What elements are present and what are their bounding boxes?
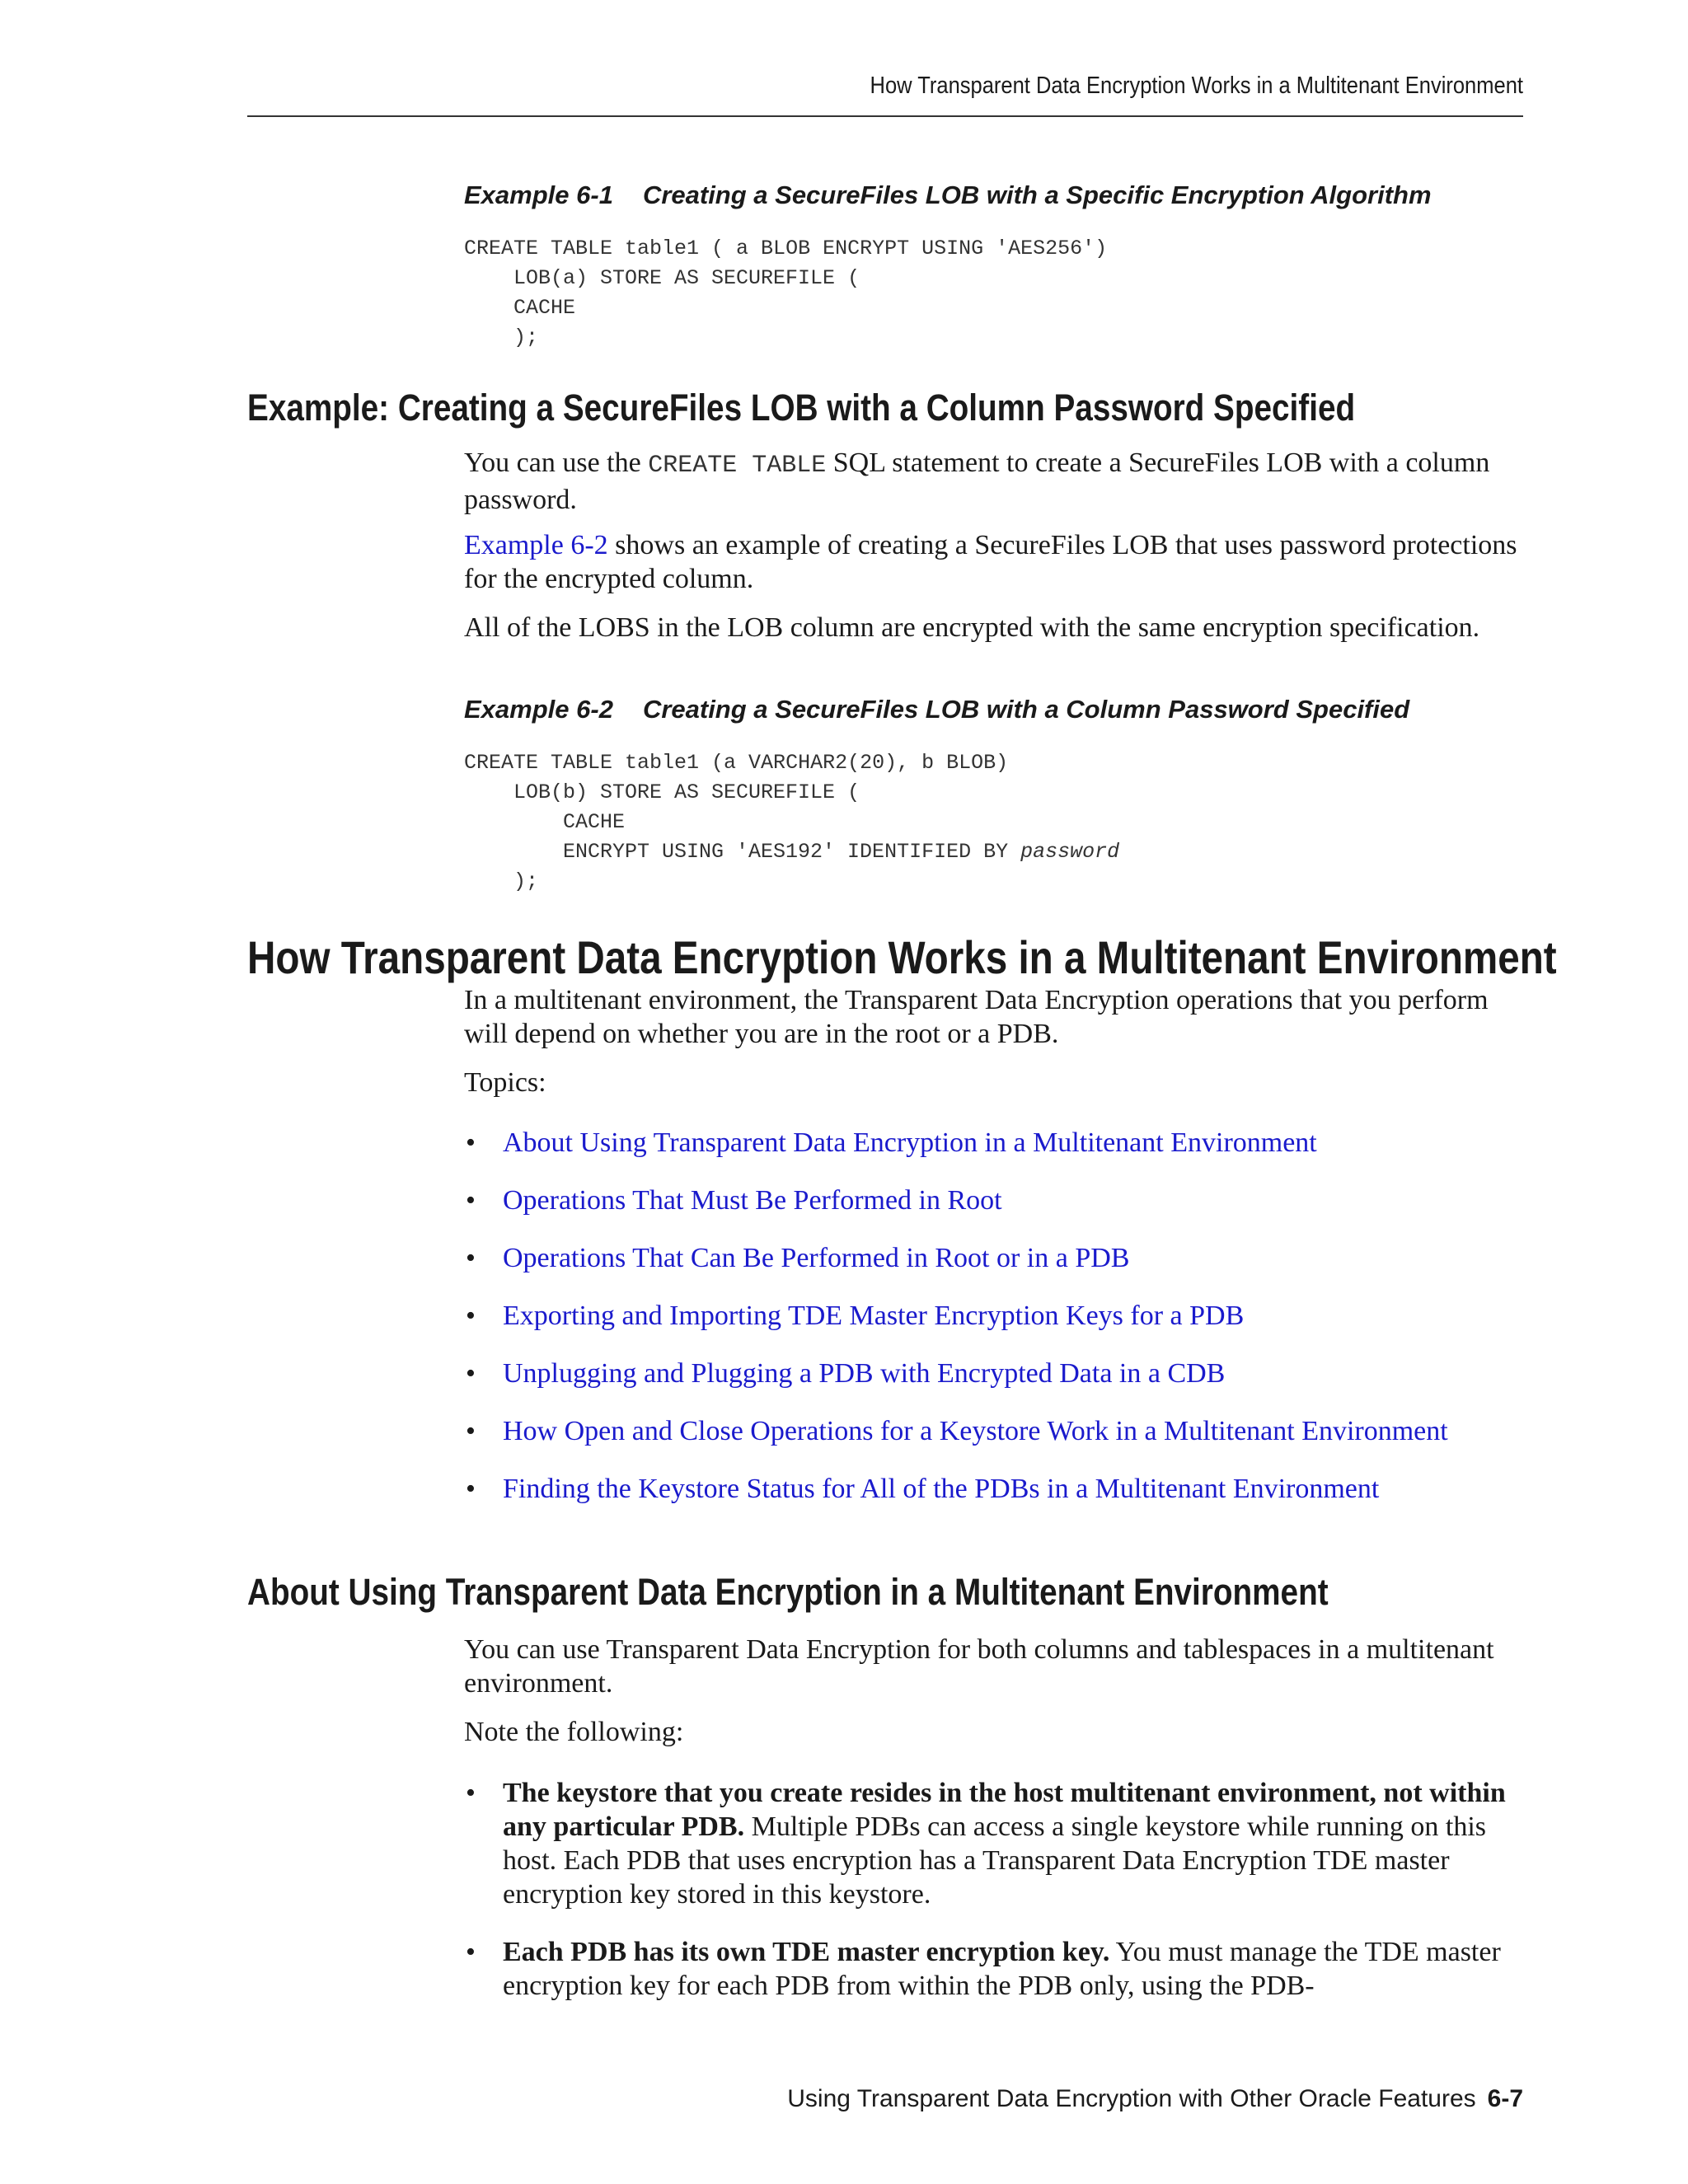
note-bold: Each PDB has its own TDE master encryption key.	[503, 1937, 1110, 1967]
list-item	[464, 1472, 1527, 1506]
inline-code: CREATE TABLE	[648, 452, 827, 480]
note-text: Multiple PDBs can access a single keystore while running on this host. Each PDB that uses encryption has a Transparent Data Encryption TDE master encryption key stored in this keystore.	[503, 1811, 1487, 1910]
topic-link[interactable]: Operations That Must Be Performed in Root	[503, 1185, 1002, 1216]
example-6-1-caption	[464, 180, 1536, 210]
bullet-icon: •	[466, 1185, 476, 1216]
topic-link[interactable]: Operations That Can Be Performed in Root or in a PDB	[503, 1243, 1130, 1273]
section-heading-about: About Using Transparent Data Encryption in a Multitenant Environment	[247, 1571, 1329, 1613]
bullet-icon: •	[466, 1358, 476, 1389]
code-line: );	[513, 869, 539, 893]
topics-label: Topics:	[464, 1067, 546, 1098]
text-run: shows an example of creating a SecureFiles LOB that uses password protections for the encrypted column.	[464, 530, 1517, 594]
topic-link[interactable]: Exporting and Importing TDE Master Encryption Keys for a PDB	[503, 1301, 1245, 1331]
topic-link[interactable]: About Using Transparent Data Encryption in a Multitenant Environment	[503, 1127, 1317, 1158]
paragraph-note-label: Note the following:	[464, 1717, 684, 1747]
list-item	[464, 1183, 1527, 1217]
footer-title: Using Transparent Data Encryption with Other Oracle Features	[787, 2085, 1476, 2112]
page-number: 6-7	[1487, 2085, 1523, 2112]
list-item	[464, 1935, 1527, 2003]
code-line: CREATE TABLE table1 (a VARCHAR2(20), b BLOB)	[464, 751, 1009, 775]
note-text: You must manage the TDE master encryption key for each PDB from within the PDB only, using the PDB-	[503, 1937, 1501, 2001]
topics-list	[464, 1126, 1527, 1506]
header-rule	[247, 115, 1523, 117]
bullet-icon: •	[466, 1243, 476, 1273]
section-heading-multitenant: How Transparent Data Encryption Works in a Multitenant Environment	[247, 931, 1557, 983]
example-6-1-number: Example 6-1	[464, 180, 613, 209]
example-6-2-caption	[464, 695, 1536, 724]
section-heading-column-password: Example: Creating a SecureFiles LOB with a Column Password Specified	[247, 387, 1356, 429]
paragraph-multitenant-intro: In a multitenant environment, the Transparent Data Encryption operations that you perform will depend on whether you are in the root or a PDB.	[464, 985, 1489, 1049]
paragraph-about-intro: You can use Transparent Data Encryption for both columns and tablespaces in a multitenant environment.	[464, 1634, 1494, 1699]
bullet-icon: •	[466, 1416, 476, 1446]
code-line: LOB(a) STORE AS SECUREFILE (	[513, 266, 860, 290]
example-6-2-title: Creating a SecureFiles LOB with a Column Password Specified	[642, 695, 1410, 724]
example-6-1-title: Creating a SecureFiles LOB with a Specific Encryption Algorithm	[642, 180, 1432, 209]
page-footer	[247, 2085, 1523, 2113]
text-run: You can use the	[464, 448, 649, 478]
bullet-icon: •	[466, 1937, 476, 1967]
example-6-2-code	[464, 748, 1119, 897]
code-line: LOB(b) STORE AS SECUREFILE (	[513, 780, 860, 804]
list-item	[464, 1414, 1525, 1448]
code-line: CREATE TABLE table1 ( a BLOB ENCRYPT USING 'AES256')	[464, 237, 1108, 260]
list-item	[464, 1241, 1527, 1275]
code-text: ENCRYPT USING 'AES192' IDENTIFIED BY	[563, 840, 1021, 864]
bullet-icon: •	[466, 1127, 476, 1158]
notes-list	[464, 1776, 1527, 2003]
text-run: SQL statement to create a SecureFiles LOB with a column password.	[464, 448, 1490, 515]
list-item	[464, 1776, 1527, 1911]
list-item	[464, 1357, 1527, 1390]
code-line: );	[513, 326, 539, 349]
bullet-icon: •	[466, 1474, 476, 1504]
topic-link[interactable]: Finding the Keystore Status for All of the PDBs in a Multitenant Environment	[503, 1474, 1380, 1504]
code-placeholder: password	[1020, 840, 1120, 864]
running-header: How Transparent Data Encryption Works in a Multitenant Environment	[870, 73, 1523, 99]
example-6-2-link[interactable]: Example 6-2	[464, 530, 608, 560]
topic-link[interactable]: Unplugging and Plugging a PDB with Encrypted Data in a CDB	[503, 1358, 1226, 1389]
paragraph-example-ref	[464, 528, 1527, 596]
paragraph-create-table	[464, 446, 1527, 517]
list-item	[464, 1299, 1527, 1333]
note-bold: The keystore that you create resides in the host multitenant environment, not within any particular PDB.	[503, 1778, 1506, 1842]
list-item	[464, 1126, 1527, 1160]
code-line: CACHE	[563, 810, 626, 834]
code-line: CACHE	[513, 296, 576, 320]
example-6-2-number: Example 6-2	[464, 695, 613, 724]
paragraph-lobs: All of the LOBS in the LOB column are encrypted with the same encryption specification.	[464, 612, 1480, 643]
topic-link[interactable]: How Open and Close Operations for a Keystore Work in a Multitenant Environment	[503, 1416, 1448, 1446]
bullet-icon: •	[466, 1778, 476, 1808]
code-line	[464, 837, 1119, 867]
bullet-icon: •	[466, 1301, 476, 1331]
example-6-1-code	[464, 234, 1107, 353]
